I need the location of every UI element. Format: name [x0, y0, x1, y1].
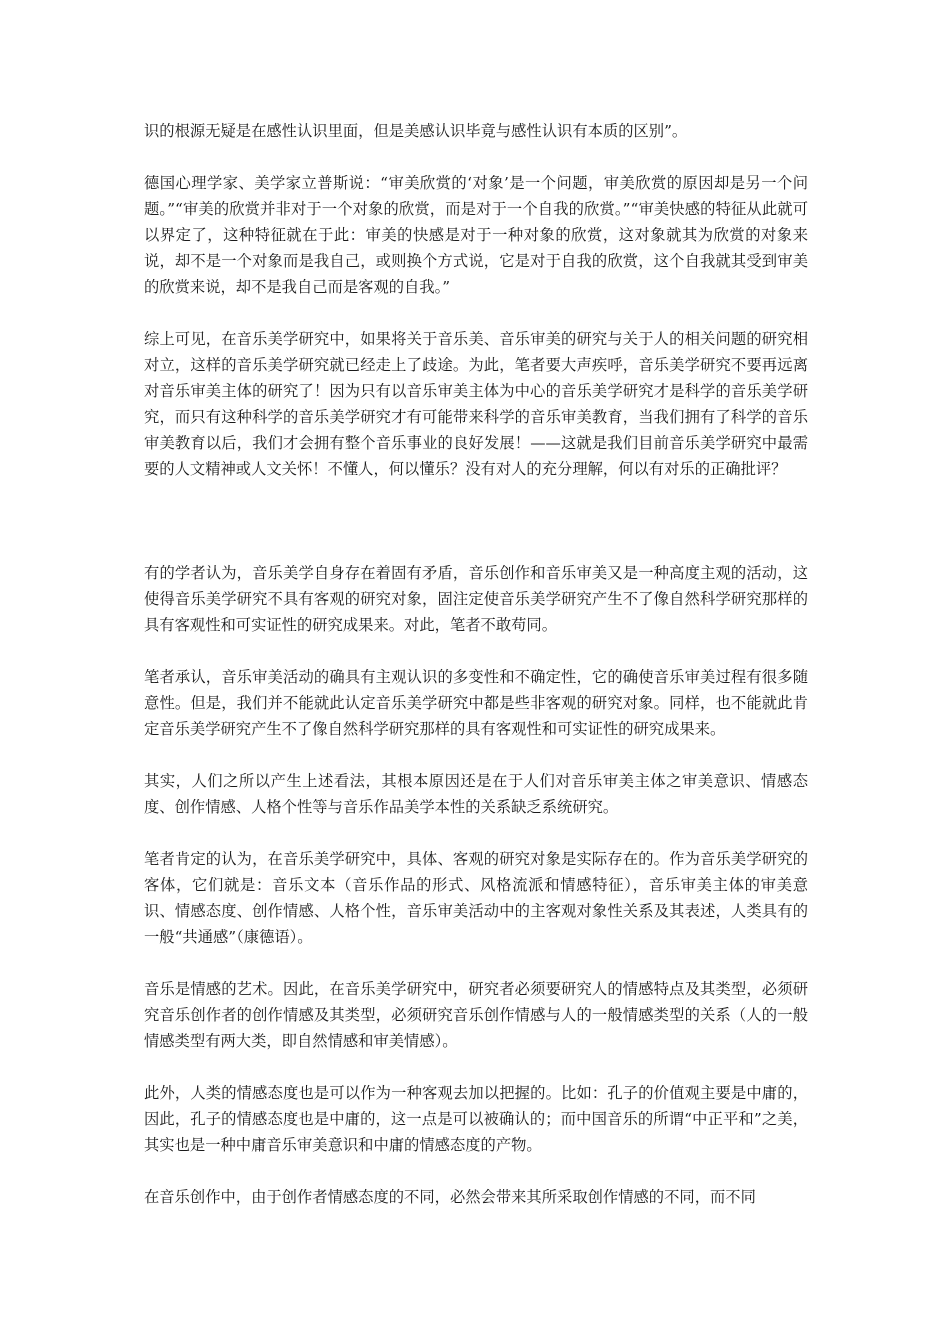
paragraph: 此外，人类的情感态度也是可以作为一种客观去加以把握的。比如：孔子的价值观主要是中庸的，因此，孔子的情感态度也是中庸的，这一点是可以被确认的；而中国音乐的所谓“中正平和”之美，其实也是一种中庸音乐审美意识和中庸的情感态度的产物。 [144, 1084, 808, 1154]
document-body [144, 118, 808, 1236]
paragraph: 其实，人们之所以产生上述看法，其根本原因还是在于人们对音乐审美主体之审美意识、情感态度、创作情感、人格个性等与音乐作品美学本性的关系缺乏系统研究。 [144, 772, 808, 816]
paragraph: 综上可见，在音乐美学研究中，如果将关于音乐美、音乐审美的研究与关于人的相关问题的研究相对立，这样的音乐美学研究就已经走上了歧途。为此，笔者要大声疾呼，音乐美学研究不要再远离对音乐审美主体的研究了！因为只有以音乐审美主体为中心的音乐美学研究才是科学的音乐美学研究，而只有这种科学的音乐美学研究才有可能带来科学的音乐审美教育，当我们拥有了科学的音乐审美教育以后，我们才会拥有整个音乐事业的良好发展！——这就是我们目前音乐美学研究中最需要的人文精神或人文关怀！不懂人，何以懂乐？没有对人的充分理解，何以有对乐的正确批评？ [144, 330, 808, 478]
paragraph: 笔者肯定的认为，在音乐美学研究中，具体、客观的研究对象是实际存在的。作为音乐美学研究的客体，它们就是：音乐文本（音乐作品的形式、风格流派和情感特征），音乐审美主体的审美意识、情感态度、创作情感、人格个性，音乐审美活动中的主客观对象性关系及其表述，人类具有的一般“共通感”（康德语）。 [144, 850, 808, 946]
section-break [144, 508, 808, 560]
paragraph: 识的根源无疑是在感性认识里面，但是美感认识毕竟与感性认识有本质的区别”。 [144, 122, 688, 140]
paragraph: 音乐是情感的艺术。因此，在音乐美学研究中，研究者必须要研究人的情感特点及其类型，必须研究音乐创作者的创作情感及其类型，必须研究音乐创作情感与人的一般情感类型的关系（人的一般情感类型有两大类，即自然情感和审美情感）。 [144, 980, 808, 1050]
paragraph: 德国心理学家、美学家立普斯说：“审美欣赏的‘对象’是一个问题，审美欣赏的原因却是另一个问题。”“审美的欣赏并非对于一个对象的欣赏，而是对于一个自我的欣赏。”“审美快感的特征从此就可以界定了，这种特征就在于此：审美的快感是对于一种对象的欣赏，这对象就其为欣赏的对象来说，却不是一个对象而是我自己，或则换个方式说，它是对于自我的欣赏，这个自我就其受到审美的欣赏来说，却不是我自己而是客观的自我。” [144, 174, 808, 296]
paragraph: 有的学者认为，音乐美学自身存在着固有矛盾，音乐创作和音乐审美又是一种高度主观的活动，这使得音乐美学研究不具有客观的研究对象，固注定使音乐美学研究产生不了像自然科学研究那样的具有客观性和可实证性的研究成果来。对此，笔者不敢苟同。 [144, 564, 808, 634]
paragraph: 在音乐创作中，由于创作者情感态度的不同，必然会带来其所采取创作情感的不同，而不同 [144, 1188, 756, 1206]
paragraph: 笔者承认，音乐审美活动的确具有主观认识的多变性和不确定性，它的确使音乐审美过程有很多随意性。但是，我们并不能就此认定音乐美学研究中都是些非客观的研究对象。同样，也不能就此肯定音乐美学研究产生不了像自然科学研究那样的具有客观性和可实证性的研究成果来。 [144, 668, 808, 738]
